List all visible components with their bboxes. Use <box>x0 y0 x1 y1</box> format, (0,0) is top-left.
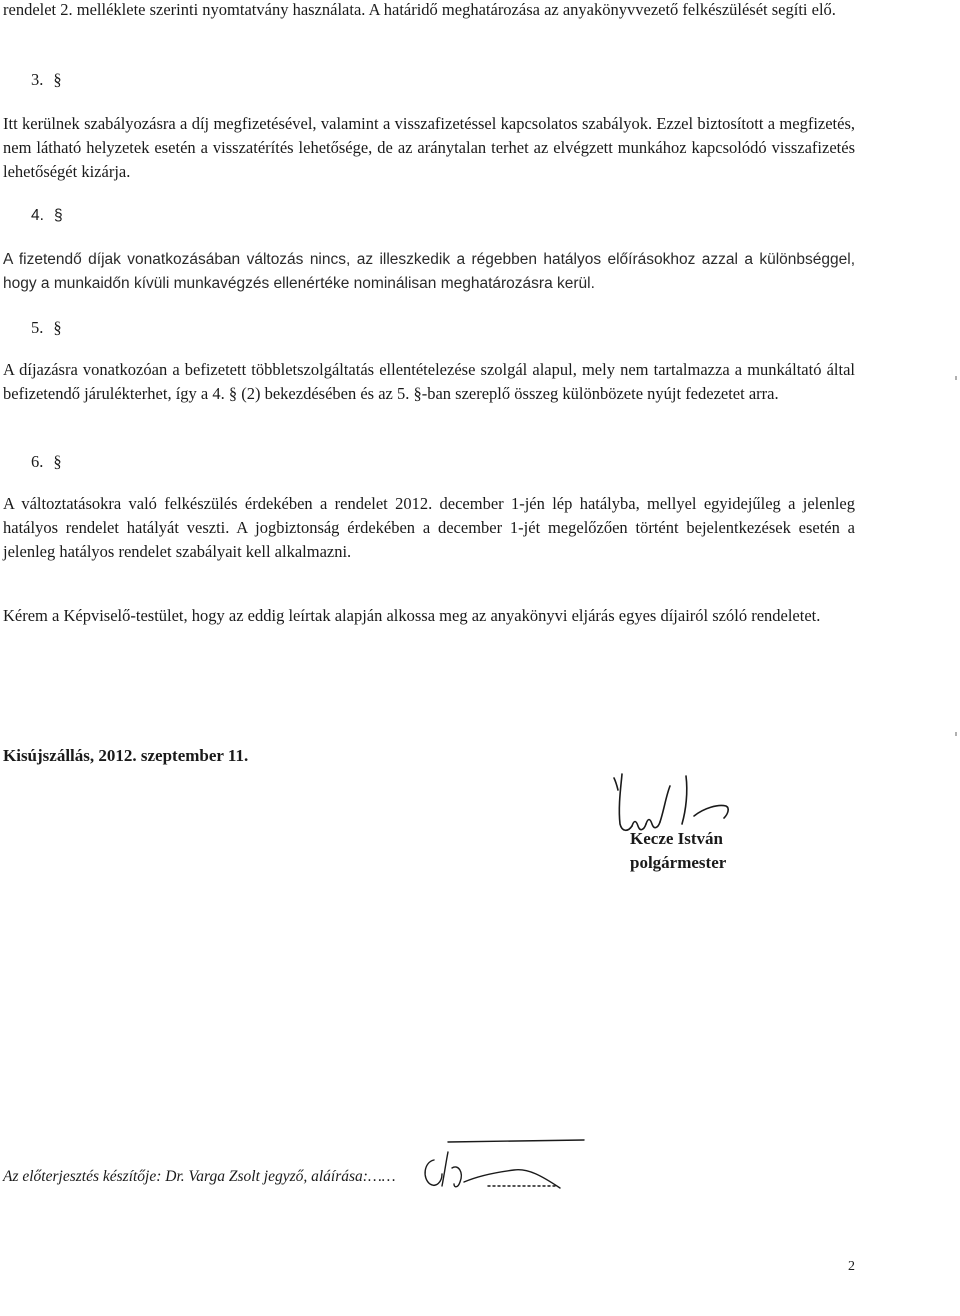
section-4-text: A fizetendő díjak vonatkozásában változás nincs, az illeszkedik a régebben hatályos előírásokhoz azzal a különbséggel, hogy a munkaidőn kívüli munkavégzés ellenértéke nominálisan meghatározásra kerül. <box>3 251 855 292</box>
scan-speck <box>955 376 957 380</box>
preparer-line <box>3 1166 396 1188</box>
scan-speck <box>955 732 957 736</box>
section-3-symbol: § <box>53 70 62 89</box>
intro-paragraph: rendelet 2. melléklete szerinti nyomtatvány használata. A határidő meghatározása az anyakönyvvezető felkészülését segíti elő. <box>3 0 836 19</box>
signer-name: Kecze István <box>630 829 724 848</box>
section-6-text: A változtatásokra való felkészülés érdekében a rendelet 2012. december 1-jén lép hatályba, mellyel egyidejűleg a jelenleg hatályos rendelet hatályát veszti. A jogbiztonság érdekében a december 1-jét megelőzően történt bejelentkezések esetén a jelenleg hatályos rendelet szabályait kell alkalmazni. <box>3 494 855 561</box>
page-number: 2 <box>848 1259 855 1274</box>
section-4-heading <box>31 204 63 228</box>
request-paragraph: Kérem a Képviselő-testület, hogy az eddig leírtak alapján alkossa meg az anyakönyvi eljárás egyes díjairól szóló rendeletet. <box>3 606 821 625</box>
section-3-number: 3. <box>31 70 44 89</box>
signer-title: polgármester <box>630 853 727 872</box>
section-4-number: 4. <box>31 207 44 224</box>
section-5-number: 5. <box>31 318 44 337</box>
section-5-heading <box>31 316 62 340</box>
place-date: Kisújszállás, 2012. szeptember 11. <box>3 746 249 765</box>
section-6-number: 6. <box>31 452 44 471</box>
section-3-heading <box>31 68 62 92</box>
preparer-label: Az előterjesztés készítője: Dr. Varga Zsolt jegyző, aláírása: <box>3 1168 368 1185</box>
section-6-heading <box>31 450 62 474</box>
signature-dots: …… <box>367 1168 396 1185</box>
section-3-text: Itt kerülnek szabályozásra a díj megfizetésével, valamint a visszafizetéssel kapcsolatos szabályok. Ezzel biztosított a megfizetés, nem látható helyzetek esetén a visszatérítés lehetősége, de az aránytalan terhet az elvégzett munkához kapcsolódó visszafizetés lehetőségét kizárja. <box>3 114 855 181</box>
section-6-symbol: § <box>53 452 62 471</box>
section-5-text: A díjazásra vonatkozóan a befizetett többletszolgáltatás ellentételezése szolgál alapul, mely nem tartalmazza a munkáltató által befizetendő járulékterhet, így a 4. § (2) bekezdésében és az 5. §-ban szereplő összeg különbözete nyújt fedezetet arra. <box>3 360 855 403</box>
preparer-signature <box>418 1138 588 1194</box>
section-4-symbol: § <box>53 207 63 224</box>
section-5-symbol: § <box>53 318 62 337</box>
